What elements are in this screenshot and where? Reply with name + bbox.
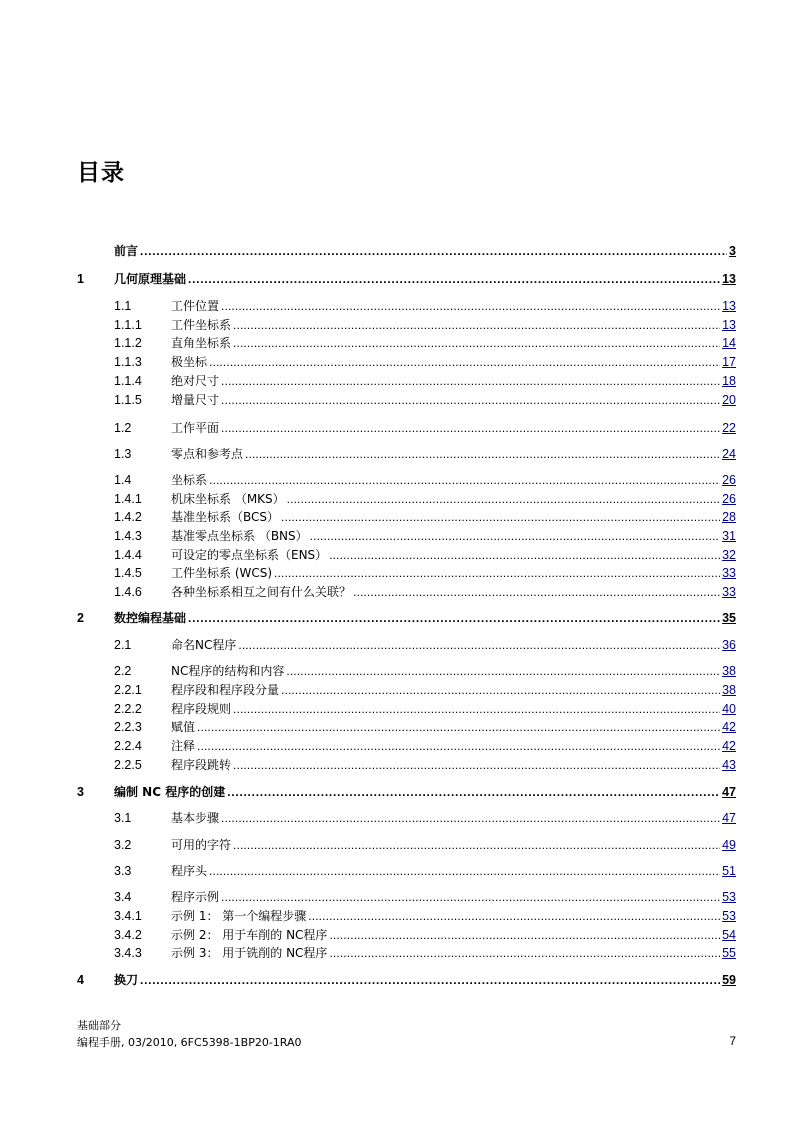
toc-entry-title[interactable]: 前言 bbox=[114, 244, 139, 258]
toc-chapter-entry[interactable] bbox=[0, 609, 793, 627]
dot-leader bbox=[221, 419, 720, 437]
toc-entry-title[interactable]: 基本步骤 bbox=[171, 811, 220, 825]
toc-section-entry[interactable] bbox=[0, 700, 793, 718]
toc-entry-page-link[interactable]: 3 bbox=[729, 244, 736, 258]
toc-entry-number: 1.1.4 bbox=[114, 374, 142, 388]
toc-entry-page-link[interactable]: 49 bbox=[722, 838, 736, 852]
dot-leader bbox=[233, 334, 720, 352]
toc-entry-number: 3.4.1 bbox=[114, 909, 142, 923]
toc-section-entry[interactable] bbox=[0, 809, 793, 827]
toc-entry-title[interactable]: 赋值 bbox=[171, 720, 196, 734]
dot-leader bbox=[221, 888, 720, 906]
toc-entry-page-link[interactable]: 13 bbox=[722, 299, 736, 313]
toc-entry-title[interactable]: 程序头 bbox=[171, 864, 208, 878]
dot-leader bbox=[140, 971, 720, 989]
toc-section-entry[interactable] bbox=[0, 471, 793, 489]
toc-entry-title[interactable]: 示例 1： 第一个编程步骤 bbox=[171, 909, 307, 923]
dot-leader bbox=[188, 609, 720, 627]
toc-section-entry[interactable] bbox=[0, 681, 793, 699]
toc-section-entry[interactable] bbox=[0, 297, 793, 315]
toc-entry-title[interactable]: 绝对尺寸 bbox=[171, 374, 220, 388]
toc-entry-title[interactable]: 注释 bbox=[171, 739, 196, 753]
toc-entry-title[interactable]: 几何原理基础 bbox=[114, 272, 187, 286]
toc-entry-line bbox=[171, 718, 736, 736]
toc-entry-line bbox=[171, 926, 736, 944]
toc-entry-number: 1.1 bbox=[114, 299, 132, 313]
toc-entry-number: 1.4.4 bbox=[114, 548, 142, 562]
dot-leader bbox=[209, 353, 720, 371]
dot-leader bbox=[281, 508, 720, 526]
toc-entry-line bbox=[171, 681, 736, 699]
toc-entry-line bbox=[171, 490, 736, 508]
dot-leader bbox=[274, 564, 720, 582]
toc-entry-number: 3.4 bbox=[114, 890, 132, 904]
toc-entry-title[interactable]: 各种坐标系相互之间有什么关联？ bbox=[171, 585, 352, 599]
toc-entry-title[interactable]: 可用的字符 bbox=[171, 838, 232, 852]
toc-entry-number: 1.1.5 bbox=[114, 393, 142, 407]
toc-entry-number: 2 bbox=[77, 611, 84, 625]
toc-entry-number: 1.2 bbox=[114, 421, 132, 435]
toc-entry-page-link[interactable]: 22 bbox=[722, 421, 736, 435]
toc-section-entry[interactable] bbox=[0, 508, 793, 526]
toc-entry-line bbox=[171, 583, 736, 601]
toc-entry-page-link[interactable]: 31 bbox=[722, 529, 736, 543]
footer-manual-info: 编程手册, 03/2010, 6FC5398-1BP20-1RA0 bbox=[77, 1036, 302, 1049]
toc-entry-line bbox=[171, 888, 736, 906]
dot-leader bbox=[209, 862, 720, 880]
toc-chapter-entry[interactable] bbox=[0, 783, 793, 801]
toc-entry-number: 2.2.5 bbox=[114, 758, 142, 772]
dot-leader bbox=[233, 700, 720, 718]
toc-entry-number: 4 bbox=[77, 973, 84, 987]
toc-section-entry[interactable] bbox=[0, 926, 793, 944]
toc-entry-line bbox=[171, 564, 736, 582]
toc-entry-line bbox=[171, 907, 736, 925]
toc-entry-number: 3.2 bbox=[114, 838, 132, 852]
toc-entry-page-link[interactable]: 35 bbox=[722, 611, 736, 625]
toc-entry-number: 1.4 bbox=[114, 473, 132, 487]
toc-section-entry[interactable] bbox=[0, 316, 793, 334]
toc-entry-number: 1.4.2 bbox=[114, 510, 142, 524]
page-title: 目录 bbox=[77, 160, 125, 186]
toc-entry-title[interactable]: 程序段跳转 bbox=[171, 758, 232, 772]
dot-leader bbox=[197, 737, 720, 755]
toc-entry-title[interactable]: 程序示例 bbox=[171, 890, 220, 904]
toc-section-entry[interactable] bbox=[0, 888, 793, 906]
toc-entry-line bbox=[114, 971, 736, 989]
footer-manual-part: 基础部分 bbox=[77, 1019, 121, 1032]
toc-section-entry[interactable] bbox=[0, 662, 793, 680]
toc-entry-number: 2.2.4 bbox=[114, 739, 142, 753]
toc-entry-line bbox=[114, 270, 736, 288]
dot-leader bbox=[329, 944, 720, 962]
dot-leader bbox=[233, 316, 720, 334]
toc-entry-number: 1.4.1 bbox=[114, 492, 142, 506]
toc-entry-page-link[interactable]: 17 bbox=[722, 355, 736, 369]
toc-entry-line bbox=[171, 316, 736, 334]
dot-leader bbox=[308, 907, 720, 925]
toc-section-entry[interactable] bbox=[0, 718, 793, 736]
dot-leader bbox=[245, 445, 720, 463]
toc-section-entry[interactable] bbox=[0, 419, 793, 437]
toc-entry-title[interactable]: 零点和参考点 bbox=[171, 447, 244, 461]
dot-leader bbox=[353, 583, 720, 601]
toc-entry-page-link[interactable]: 40 bbox=[722, 702, 736, 716]
toc-entry-number: 1 bbox=[77, 272, 84, 286]
toc-section-entry[interactable] bbox=[0, 862, 793, 880]
toc-entry-page-link[interactable]: 20 bbox=[722, 393, 736, 407]
toc-section-entry[interactable] bbox=[0, 372, 793, 390]
toc-entry-title[interactable]: 直角坐标系 bbox=[171, 336, 232, 350]
toc-section-entry[interactable] bbox=[0, 944, 793, 962]
toc-entry-line bbox=[114, 609, 736, 627]
dot-leader bbox=[227, 783, 720, 801]
toc-entry-number: 3 bbox=[77, 785, 84, 799]
dot-leader bbox=[233, 836, 720, 854]
toc-section-entry[interactable] bbox=[0, 391, 793, 409]
toc-entry-line bbox=[171, 471, 736, 489]
toc-entry-line bbox=[171, 700, 736, 718]
toc-entry-number: 1.4.5 bbox=[114, 566, 142, 580]
toc-entry-number: 1.3 bbox=[114, 447, 132, 461]
toc-entry-line bbox=[171, 508, 736, 526]
toc-entry-title[interactable]: 增量尺寸 bbox=[171, 393, 220, 407]
dot-leader bbox=[310, 527, 720, 545]
toc-entry-number: 2.2.1 bbox=[114, 683, 142, 697]
toc-entry-page-link[interactable]: 38 bbox=[722, 664, 736, 678]
toc-entry-line bbox=[171, 737, 736, 755]
toc-section-entry[interactable] bbox=[0, 636, 793, 654]
toc-entry-page-link[interactable]: 47 bbox=[722, 811, 736, 825]
dot-leader bbox=[329, 546, 720, 564]
toc-entry-page-link[interactable]: 51 bbox=[722, 864, 736, 878]
dot-leader bbox=[238, 636, 720, 654]
toc-entry-page-link[interactable]: 55 bbox=[722, 946, 736, 960]
dot-leader bbox=[188, 270, 720, 288]
toc-entry-line bbox=[171, 546, 736, 564]
toc-entry-title[interactable]: 极坐标 bbox=[171, 355, 208, 369]
toc-entry-title[interactable]: 示例 2： 用于车削的 NC程序 bbox=[171, 928, 328, 942]
toc-entry-line bbox=[171, 353, 736, 371]
toc-entry-page-link[interactable]: 38 bbox=[722, 683, 736, 697]
toc-entry-number: 1.1.2 bbox=[114, 336, 142, 350]
toc-entry-line bbox=[171, 527, 736, 545]
toc-entry-title[interactable]: 工件位置 bbox=[171, 299, 220, 313]
dot-leader bbox=[221, 809, 720, 827]
toc-section-entry[interactable] bbox=[0, 445, 793, 463]
toc-entry-number: 3.4.2 bbox=[114, 928, 142, 942]
toc-entry-title[interactable]: 机床坐标系 （MKS） bbox=[171, 492, 285, 506]
toc-entry-line bbox=[171, 391, 736, 409]
toc-entry-page-link[interactable]: 26 bbox=[722, 492, 736, 506]
toc-entry-page-link[interactable]: 53 bbox=[722, 909, 736, 923]
toc-entry-title[interactable]: 示例 3： 用于铣削的 NC程序 bbox=[171, 946, 328, 960]
toc-entry-line bbox=[114, 783, 736, 801]
toc-entry-line bbox=[171, 662, 736, 680]
toc-entry-title[interactable]: 工件坐标系 bbox=[171, 318, 232, 332]
toc-entry-page-link[interactable]: 47 bbox=[722, 785, 736, 799]
toc-entry-page-link[interactable]: 43 bbox=[722, 758, 736, 772]
toc-entry-title[interactable]: NC程序的结构和内容 bbox=[171, 664, 285, 678]
footer-page-number: 7 bbox=[729, 1034, 736, 1048]
toc-section-entry[interactable] bbox=[0, 756, 793, 774]
toc-section-entry[interactable] bbox=[0, 527, 793, 545]
toc-section-entry[interactable] bbox=[0, 490, 793, 508]
toc-entry-page-link[interactable]: 13 bbox=[722, 272, 736, 286]
toc-entry-number: 3.3 bbox=[114, 864, 132, 878]
dot-leader bbox=[221, 297, 720, 315]
toc-entry-line bbox=[171, 297, 736, 315]
toc-entry-page-link[interactable]: 42 bbox=[722, 739, 736, 753]
toc-entry-number: 1.1.3 bbox=[114, 355, 142, 369]
dot-leader bbox=[286, 662, 720, 680]
dot-leader bbox=[221, 372, 720, 390]
toc-entry-line bbox=[171, 756, 736, 774]
toc-entry-line bbox=[171, 636, 736, 654]
toc-entry-title[interactable]: 程序段规则 bbox=[171, 702, 232, 716]
toc-entry-title[interactable]: 基准坐标系（BCS） bbox=[171, 510, 280, 524]
toc-entry-title[interactable]: 工件坐标系 (WCS) bbox=[171, 566, 273, 580]
toc-entry-page-link[interactable]: 36 bbox=[722, 638, 736, 652]
toc-entry-title[interactable]: 数控编程基础 bbox=[114, 611, 187, 625]
toc-entry-page-link[interactable]: 42 bbox=[722, 720, 736, 734]
toc-entry-title[interactable]: 可设定的零点坐标系（ENS） bbox=[171, 548, 328, 562]
toc-entry-line bbox=[171, 944, 736, 962]
dot-leader bbox=[233, 756, 720, 774]
toc-entry-line bbox=[171, 836, 736, 854]
toc-entry-page-link[interactable]: 33 bbox=[722, 566, 736, 580]
toc-entry-number: 2.2.3 bbox=[114, 720, 142, 734]
toc-entry-page-link[interactable]: 28 bbox=[722, 510, 736, 524]
toc-entry-number: 1.4.6 bbox=[114, 585, 142, 599]
toc-entry-title[interactable]: 命名NC程序 bbox=[171, 638, 237, 652]
toc-section-entry[interactable] bbox=[0, 564, 793, 582]
dot-leader bbox=[209, 471, 720, 489]
toc-entry-page-link[interactable]: 59 bbox=[722, 973, 736, 987]
toc-section-entry[interactable] bbox=[0, 583, 793, 601]
toc-entry-page-link[interactable]: 13 bbox=[722, 318, 736, 332]
toc-entry-title[interactable]: 基准零点坐标系 （BNS） bbox=[171, 529, 308, 543]
toc-section-entry[interactable] bbox=[0, 836, 793, 854]
toc-entry-line bbox=[171, 809, 736, 827]
toc-entry-page-link[interactable]: 53 bbox=[722, 890, 736, 904]
toc-entry-number: 2.2 bbox=[114, 664, 132, 678]
toc-entry-title[interactable]: 程序段和程序段分量 bbox=[171, 683, 280, 697]
toc-entry-line bbox=[171, 334, 736, 352]
toc-entry-title[interactable]: 工作平面 bbox=[171, 421, 220, 435]
toc-entry-line bbox=[114, 242, 736, 260]
dot-leader bbox=[221, 391, 720, 409]
dot-leader bbox=[197, 718, 720, 736]
toc-entry-line bbox=[171, 372, 736, 390]
toc-entry-title[interactable]: 坐标系 bbox=[171, 473, 208, 487]
toc-section-entry[interactable] bbox=[0, 353, 793, 371]
toc-chapter-entry[interactable] bbox=[0, 270, 793, 288]
toc-entry-title[interactable]: 换刀 bbox=[114, 973, 139, 987]
toc-entry-number: 3.1 bbox=[114, 811, 132, 825]
dot-leader bbox=[329, 926, 720, 944]
toc-entry-number: 3.4.3 bbox=[114, 946, 142, 960]
toc-entry-page-link[interactable]: 33 bbox=[722, 585, 736, 599]
toc-section-entry[interactable] bbox=[0, 546, 793, 564]
dot-leader bbox=[287, 490, 720, 508]
toc-chapter-entry[interactable] bbox=[0, 971, 793, 989]
toc-section-entry[interactable] bbox=[0, 334, 793, 352]
dot-leader bbox=[281, 681, 720, 699]
toc-entry-line bbox=[171, 419, 736, 437]
toc-entry-page-link[interactable]: 14 bbox=[722, 336, 736, 350]
toc-chapter-entry[interactable] bbox=[0, 242, 793, 260]
toc-entry-page-link[interactable]: 32 bbox=[722, 548, 736, 562]
toc-entry-page-link[interactable]: 26 bbox=[722, 473, 736, 487]
toc-entry-number: 1.4.3 bbox=[114, 529, 142, 543]
toc-entry-number: 2.1 bbox=[114, 638, 132, 652]
toc-entry-title[interactable]: 编制 NC 程序的创建 bbox=[114, 785, 226, 799]
toc-entry-page-link[interactable]: 24 bbox=[722, 447, 736, 461]
toc-entry-number: 2.2.2 bbox=[114, 702, 142, 716]
toc-section-entry[interactable] bbox=[0, 907, 793, 925]
toc-entry-page-link[interactable]: 54 bbox=[722, 928, 736, 942]
toc-entry-page-link[interactable]: 18 bbox=[722, 374, 736, 388]
toc-entry-line bbox=[171, 445, 736, 463]
toc-entry-number: 1.1.1 bbox=[114, 318, 142, 332]
toc-entry-line bbox=[171, 862, 736, 880]
toc-section-entry[interactable] bbox=[0, 737, 793, 755]
dot-leader bbox=[140, 242, 727, 260]
